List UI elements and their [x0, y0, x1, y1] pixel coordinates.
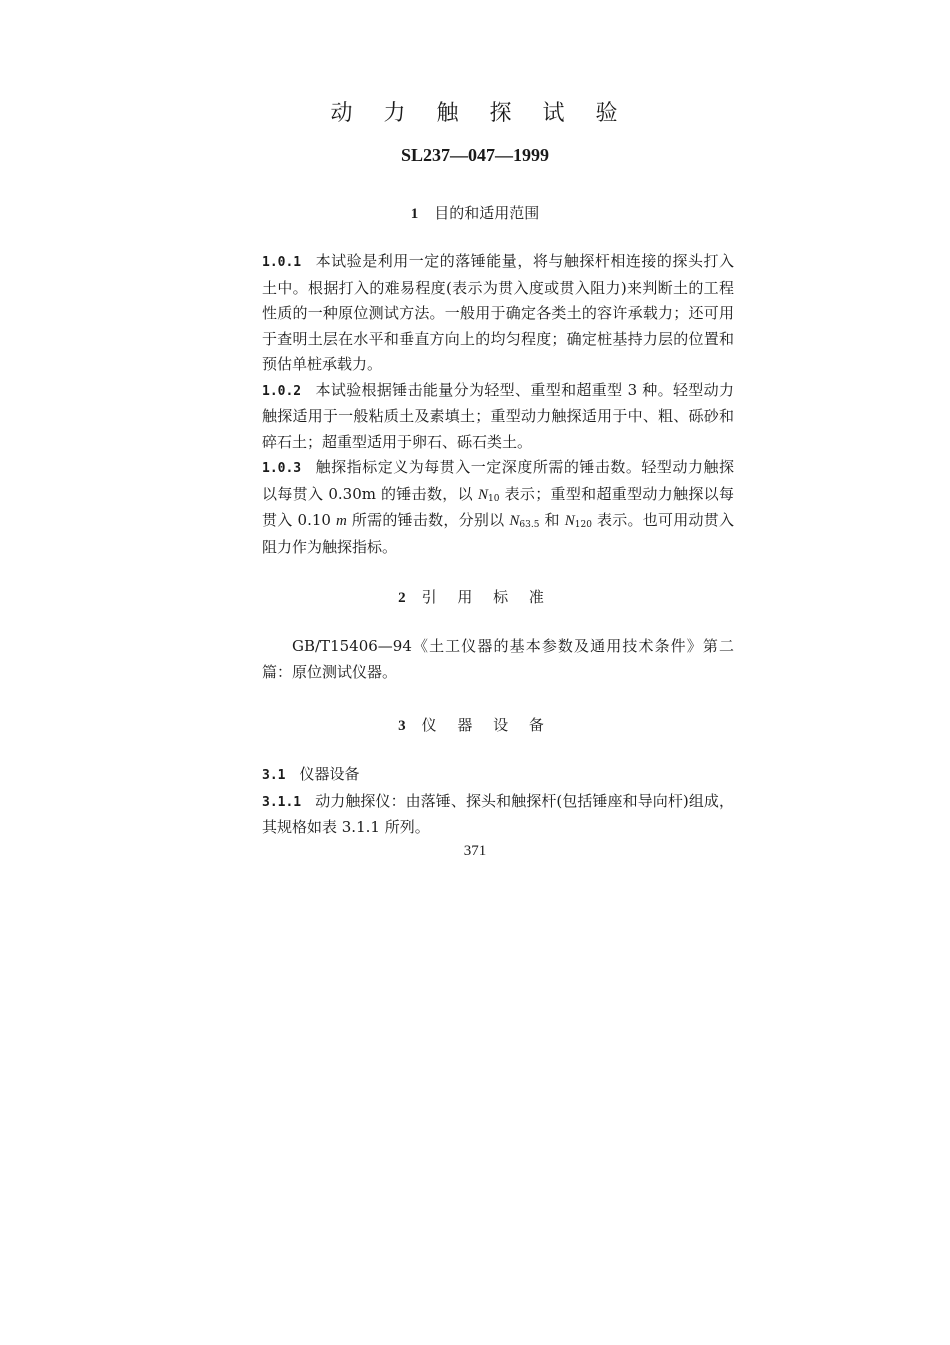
paragraph-3-1	[262, 762, 734, 789]
section-title: 目的和适用范围	[434, 204, 540, 222]
section-2-body	[262, 634, 734, 685]
clause-text: 触探指标定义为每贯入一定深度所需的锤击数。轻型动力触探以每贯入 0.30m 的锤击数，以	[262, 458, 734, 503]
paragraph-1-0-2	[262, 378, 734, 456]
section-number: 3	[398, 718, 406, 734]
clause-number: 1.0.2	[262, 383, 302, 399]
clause-number: 1.0.3	[262, 461, 302, 476]
page-number: 371	[463, 843, 487, 859]
unit-m: m	[335, 513, 347, 529]
section-heading-3	[0, 714, 950, 735]
section-heading-1	[0, 202, 950, 223]
standard-code: SL237—047—1999	[400, 145, 550, 165]
document-title: 动 力 触 探 试 验	[330, 101, 630, 126]
clause-text: 本试验根据锤击能量分为轻型、重型和超重型 3 种。轻型动力触探适用于一般粘质土及素填土；重型动力触探适用于中、粗、砾砂和碎石土；超重型适用于卵石、砾石类土。	[262, 380, 734, 451]
clause-text: 本试验是利用一定的落锤能量，将与触探杆相连接的探头打入土中。根据打入的难易程度(表示为贯入度或贯入阻力)来判断土的工程性质的一种原位测试方法。一般用于确定各类土的容许承载力；还可用于查明土层在水平和垂直方向上的均匀程度；确定桩基持力层的位置和预估单桩承载力。	[262, 252, 734, 373]
section-title: 引 用 标 准	[421, 588, 552, 606]
symbol-n: N	[564, 513, 575, 529]
clause-text: 表示。也可用动贯入阻力作为触探指标。	[262, 511, 734, 556]
section-1-body	[262, 249, 734, 560]
symbol-n: N	[478, 486, 489, 503]
section-number: 2	[398, 590, 406, 606]
paragraph-1-0-1	[262, 249, 734, 378]
clause-text: 表示；重型和超重型动力触探以每贯入 0.10	[262, 484, 734, 529]
paragraph-1-0-3	[262, 455, 734, 560]
clause-number: 3.1.1	[262, 794, 302, 810]
section-title: 仪 器 设 备	[421, 716, 552, 734]
section-3-body	[262, 762, 734, 841]
clause-text: 仪器设备	[299, 765, 360, 783]
section-number: 1	[410, 206, 419, 222]
clause-text: 所需的锤击数，分别以	[346, 511, 510, 529]
clause-text: 动力触探仪：由落锤、探头和触探杆(包括锤座和导向杆)组成，其规格如表 3.1.1 所列。	[262, 791, 734, 836]
clause-text: 和	[539, 511, 565, 529]
section-heading-2	[0, 586, 950, 607]
clause-number: 1.0.1	[262, 255, 302, 270]
subscript: 120	[574, 520, 592, 530]
subscript: 63.5	[519, 520, 540, 530]
symbol-n: N	[509, 513, 520, 529]
paragraph-3-1-1	[262, 789, 734, 841]
subscript: 10	[488, 493, 500, 504]
clause-number: 3.1	[262, 768, 286, 783]
paragraph-reference: GB/T15406—94《土工仪器的基本参数及通用技术条件》第二篇：原位测试仪器。	[262, 637, 734, 681]
